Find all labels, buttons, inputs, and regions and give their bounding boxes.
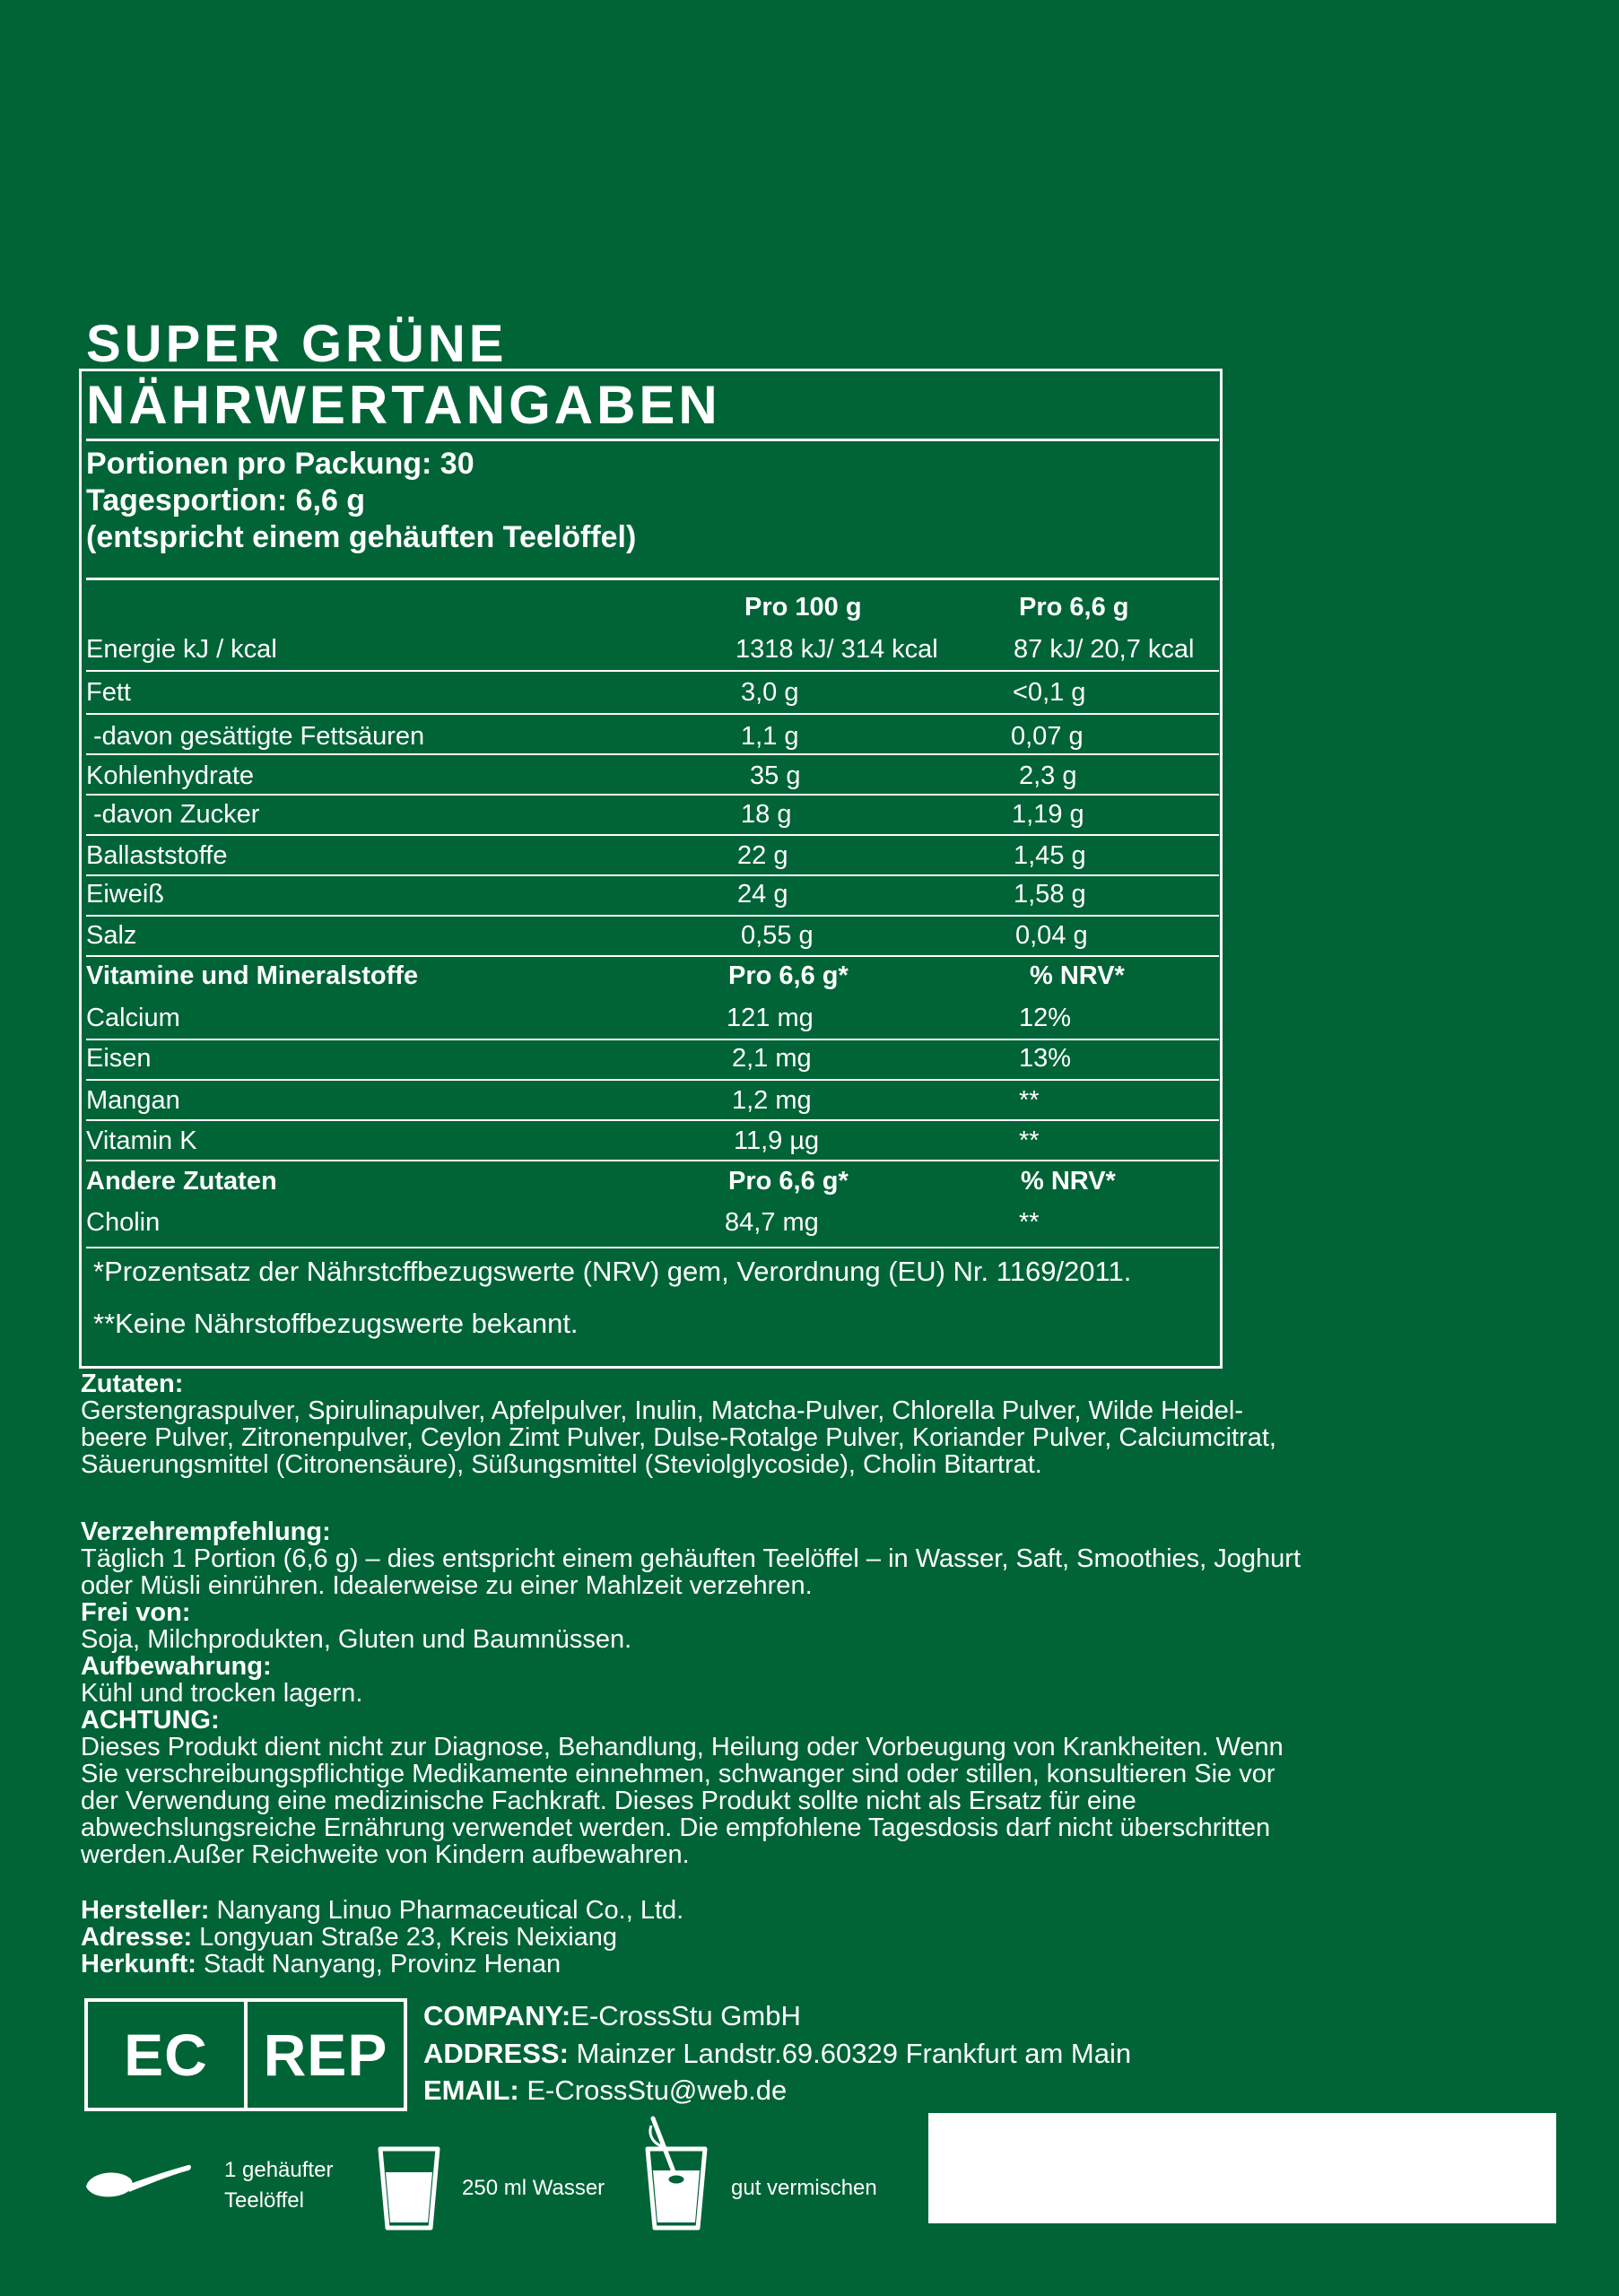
company-label: COMPANY: [423, 2000, 571, 2031]
warning-line: Dieses Produkt dient nicht zur Diagnose, Behandlung, Heilung oder Vorbeugung von Krankheiten. Wenn [81, 1733, 1284, 1761]
table-row [86, 1203, 1219, 1242]
table-row [86, 673, 1219, 712]
table-row [86, 874, 1219, 914]
company-value: E-CrossStu GmbH [570, 2000, 801, 2031]
value-per-serving: 1,19 g [1012, 800, 1084, 829]
storage-text: Kühl und trocken lagern. [81, 1679, 363, 1708]
value-per-serving: 2,3 g [1019, 761, 1077, 790]
step-spoon-line1: 1 gehäufter [224, 2158, 334, 2182]
usage-label: Verzehrempfehlung: [81, 1518, 331, 1546]
value-per-serving: 11,9 µg [734, 1126, 820, 1155]
column-header-per-serving: Pro 6,6 g* [728, 1167, 849, 1196]
table-row [86, 1121, 1219, 1161]
nutrient-name: Cholin [86, 1208, 161, 1237]
nutrition-title: NÄHRWERTANGABEN [86, 375, 721, 435]
address-line [81, 1924, 1480, 1951]
spoon-icon [83, 2160, 192, 2212]
section-header: Andere Zutaten [86, 1167, 277, 1196]
nutrient-name: Energie kJ / kcal [86, 635, 277, 664]
table-row [86, 836, 1219, 875]
blank-label-area [928, 2113, 1556, 2223]
value-nrv: ** [1019, 1086, 1040, 1115]
daily-serving: Tagesportion: 6,6 g [86, 483, 366, 517]
step-water: 250 ml Wasser [462, 2176, 605, 2200]
table-header-row [86, 587, 1219, 627]
ec-rep-right: REP [244, 2002, 404, 2108]
company-address-label: ADDRESS: [423, 2038, 569, 2069]
table-row [86, 1081, 1219, 1120]
value-per-100g: 1,1 g [741, 722, 799, 751]
origin-line [81, 1951, 1480, 1978]
nutrient-name: Mangan [86, 1086, 180, 1115]
row-divider [86, 670, 1219, 672]
company-email-label: EMAIL: [423, 2074, 519, 2106]
table-row [86, 756, 1219, 796]
address-value: Longyuan Straße 23, Kreis Neixiang [192, 1923, 618, 1952]
glass-icon [377, 2145, 441, 2231]
origin-label: Herkunft: [81, 1950, 196, 1979]
row-divider [86, 713, 1219, 715]
value-per-serving: 1,45 g [1014, 841, 1086, 870]
value-nrv: 12% [1019, 1004, 1072, 1032]
warning-label: ACHTUNG: [81, 1706, 220, 1735]
value-per-100g: 3,0 g [741, 678, 799, 707]
value-per-serving: 1,2 mg [732, 1086, 812, 1115]
column-header-per-100g: Pro 100 g [744, 593, 862, 622]
table-row [86, 1039, 1219, 1078]
column-header-nrv: % NRV* [1030, 961, 1125, 990]
nutrient-name: Ballaststoffe [86, 841, 228, 870]
free-from-label: Frei von: [81, 1598, 191, 1627]
nutrient-name: Fett [86, 678, 131, 707]
nutrient-name: Eisen [86, 1044, 152, 1073]
nutrient-name: Eiweiß [86, 880, 165, 909]
vitamins-header-row [86, 956, 1219, 996]
step-mix: gut vermischen [731, 2176, 877, 2200]
nutrient-name: -davon gesättigte Fettsäuren [93, 722, 425, 751]
value-per-100g: 24 g [737, 880, 788, 909]
table-row [86, 916, 1219, 955]
ec-rep-left: EC [124, 2022, 208, 2088]
value-per-serving: 2,1 mg [732, 1044, 812, 1073]
serving-equivalent: (entspricht einem gehäuften Teelöffel) [86, 520, 637, 554]
company-email-line [423, 2074, 787, 2108]
ec-rep-symbol [84, 1998, 407, 2111]
value-per-serving: 87 kJ/ 20,7 kcal [1014, 635, 1195, 664]
column-header-per-serving: Pro 6,6 g [1019, 593, 1129, 622]
value-nrv: 13% [1019, 1044, 1072, 1073]
value-per-serving: 84,7 mg [725, 1208, 819, 1237]
servings-per-pack: Portionen pro Packung: 30 [86, 447, 474, 481]
value-per-100g: 0,55 g [741, 921, 814, 950]
company-line [423, 1999, 801, 2033]
row-divider [86, 1247, 1219, 1248]
value-per-100g: 22 g [737, 841, 788, 870]
table-row [86, 795, 1219, 834]
footnote-nrv: *Prozentsatz der Nährstcffbezugswerte (NRV) gem, Verordnung (EU) Nr. 1169/2011. [93, 1256, 1132, 1287]
warning-line: der Verwendung eine medizinische Fachkraft. Dieses Produkt sollte nicht als Ersatz für eine [81, 1787, 1136, 1815]
warning-line: werden.Außer Reichweite von Kindern aufbewahren. [81, 1840, 690, 1869]
product-title: SUPER GRÜNE [86, 315, 508, 373]
manufacturer-label: Hersteller: [81, 1896, 210, 1925]
ingredients-line: Gerstengraspulver, Spirulinapulver, Apfelpulver, Inulin, Matcha-Pulver, Chlorella Pulver, Wilde Heidel- [81, 1396, 1243, 1425]
table-row [86, 717, 1219, 756]
value-per-100g: 18 g [741, 800, 792, 829]
table-row [86, 998, 1219, 1038]
section-header: Vitamine und Mineralstoffe [86, 961, 419, 990]
company-email-value: E-CrossStu@web.de [518, 2074, 788, 2106]
usage-line: oder Müsli einrühren. Idealerweise zu einer Mahlzeit verzehren. [81, 1571, 813, 1600]
other-header-row [86, 1161, 1219, 1201]
nutrient-name: Vitamin K [86, 1126, 197, 1155]
value-per-serving: 0,07 g [1011, 722, 1084, 751]
company-address-value: Mainzer Landstr.69.60329 Frankfurt am Main [568, 2038, 1132, 2069]
warning-line: abwechslungsreiche Ernährung verwendet werden. Die empfohlene Tagesdosis darf nicht überschritten [81, 1813, 1271, 1842]
usage-line: Täglich 1 Portion (6,6 g) – dies entspricht einem gehäuften Teelöffel – in Wasser, Saft, Smoothies, Joghurt [81, 1544, 1301, 1573]
company-address-line [423, 2037, 1131, 2071]
value-per-100g: 1318 kJ/ 314 kcal [736, 635, 938, 664]
value-per-serving: 0,04 g [1015, 921, 1088, 950]
column-header-nrv: % NRV* [1021, 1167, 1116, 1196]
footnote-no-nrv: **Keine Nährstoffbezugswerte bekannt. [93, 1308, 579, 1339]
storage-label: Aufbewahrung: [81, 1652, 272, 1681]
ingredients-line: Säuerungsmittel (Citronensäure), Süßungsmittel (Steviolglycoside), Cholin Bitartrat. [81, 1450, 1042, 1479]
table-row [86, 630, 1219, 669]
stirring-glass-icon [644, 2115, 709, 2231]
manufacturer-line [81, 1897, 1480, 1924]
origin-value: Stadt Nanyang, Provinz Henan [196, 1950, 561, 1979]
step-spoon-line2: Teelöffel [224, 2188, 304, 2213]
value-nrv: ** [1019, 1126, 1040, 1155]
value-per-serving: 121 mg [727, 1004, 814, 1032]
ingredients-section [81, 1370, 1480, 1478]
manufacturer-value: Nanyang Linuo Pharmaceutical Co., Ltd. [209, 1896, 684, 1925]
free-from-text: Soja, Milchprodukten, Gluten und Baumnüssen. [81, 1625, 632, 1654]
divider [86, 439, 1219, 441]
ingredients-line: beere Pulver, Zitronenpulver, Ceylon Zimt Pulver, Dulse-Rotalge Pulver, Koriander Pulver, Calciumcitrat, [81, 1423, 1276, 1452]
manufacturer-section [81, 1897, 1480, 1978]
ingredients-label: Zutaten: [81, 1370, 184, 1398]
value-per-serving: <0,1 g [1013, 678, 1086, 707]
nutrient-name: -davon Zucker [93, 800, 260, 829]
row-divider [86, 753, 1219, 755]
nutrient-name: Calcium [86, 1004, 180, 1032]
value-nrv: ** [1019, 1208, 1040, 1237]
column-header-per-serving: Pro 6,6 g* [728, 961, 849, 990]
divider [86, 578, 1219, 580]
value-per-100g: 35 g [750, 761, 801, 790]
address-label: Adresse: [81, 1923, 193, 1952]
nutrient-name: Kohlenhydrate [86, 761, 255, 790]
usage-section [81, 1518, 1480, 1868]
nutrient-name: Salz [86, 921, 137, 950]
value-per-serving: 1,58 g [1014, 880, 1086, 909]
warning-line: Sie verschreibungspflichtige Medikamente einnehmen, schwanger sind oder stillen, konsultieren Sie vor [81, 1760, 1275, 1788]
